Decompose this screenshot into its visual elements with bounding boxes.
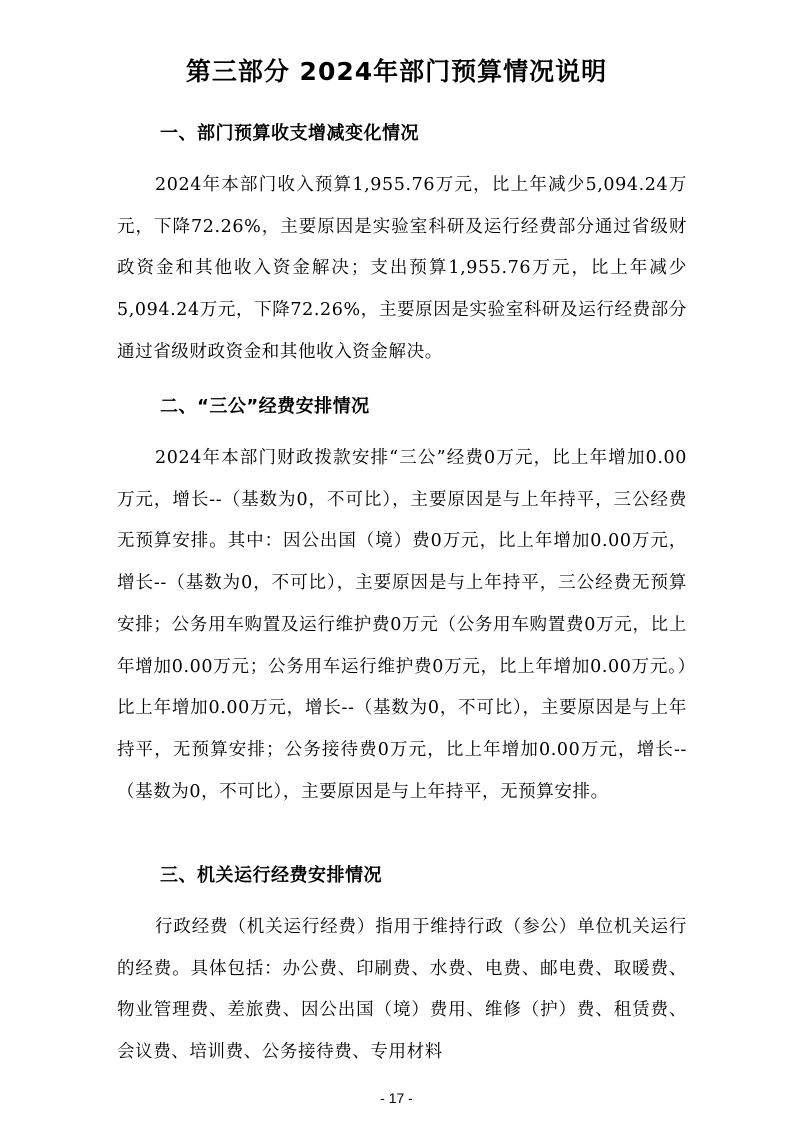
page-title: 第三部分 2024年部门预算情况说明 [185, 57, 608, 86]
paragraph-three-public: 2024年本部门财政拨款安排“三公”经费0万元，比上年增加0.00万元，增长--（基数为0，不可比），主要原因是与上年持平，三公经费无预算安排。其中：因公出国（境）费0万元，比上年增加0.00万元，增长--（基数为0，不可比），主要原因是与上年持平，三公经费无预算安排；公务用车购置及运行维护费0万元（公务用车购置费0万元，比上年增加0.00万元；公务用车运行维护费0万元，比上年增加0.00万元。）比上年增加0.00万元，增长--（基数为0，不可比），主要原因是与上年持平，无预算安排；公务接待费0万元，比上年增加0.00万元，增长--（基数为0，不可比），主要原因是与上年持平，无预算安排。 [117, 448, 687, 802]
section-heading-budget-change: 一、部门预算收支增减变化情况 [160, 123, 419, 144]
section-heading-operating-expenses: 三、机关运行经费安排情况 [160, 865, 382, 886]
section-heading-three-public: 二、“三公”经费安排情况 [160, 396, 370, 417]
paragraph-budget-change: 2024年本部门收入预算1,955.76万元，比上年减少5,094.24万元，下降72.26%，主要原因是实验室科研及运行经费部分通过省级财政资金和其他收入资金解决；支出预算1,955.76万元，比上年减少5,094.24万元，下降72.26%，主要原因是实验室科研及运行经费部分通过省级财政资金和其他收入资金解决。 [117, 175, 687, 362]
paragraph-operating-expenses: 行政经费（机关运行经费）指用于维持行政（参公）单位机关运行的经费。具体包括：办公费、印刷费、水费、电费、邮电费、取暖费、物业管理费、差旅费、因公出国（境）费用、维修（护）费、租赁费、会议费、培训费、公务接待费、专用材料 [117, 917, 687, 1063]
page-number: - 17 - [380, 1090, 413, 1106]
